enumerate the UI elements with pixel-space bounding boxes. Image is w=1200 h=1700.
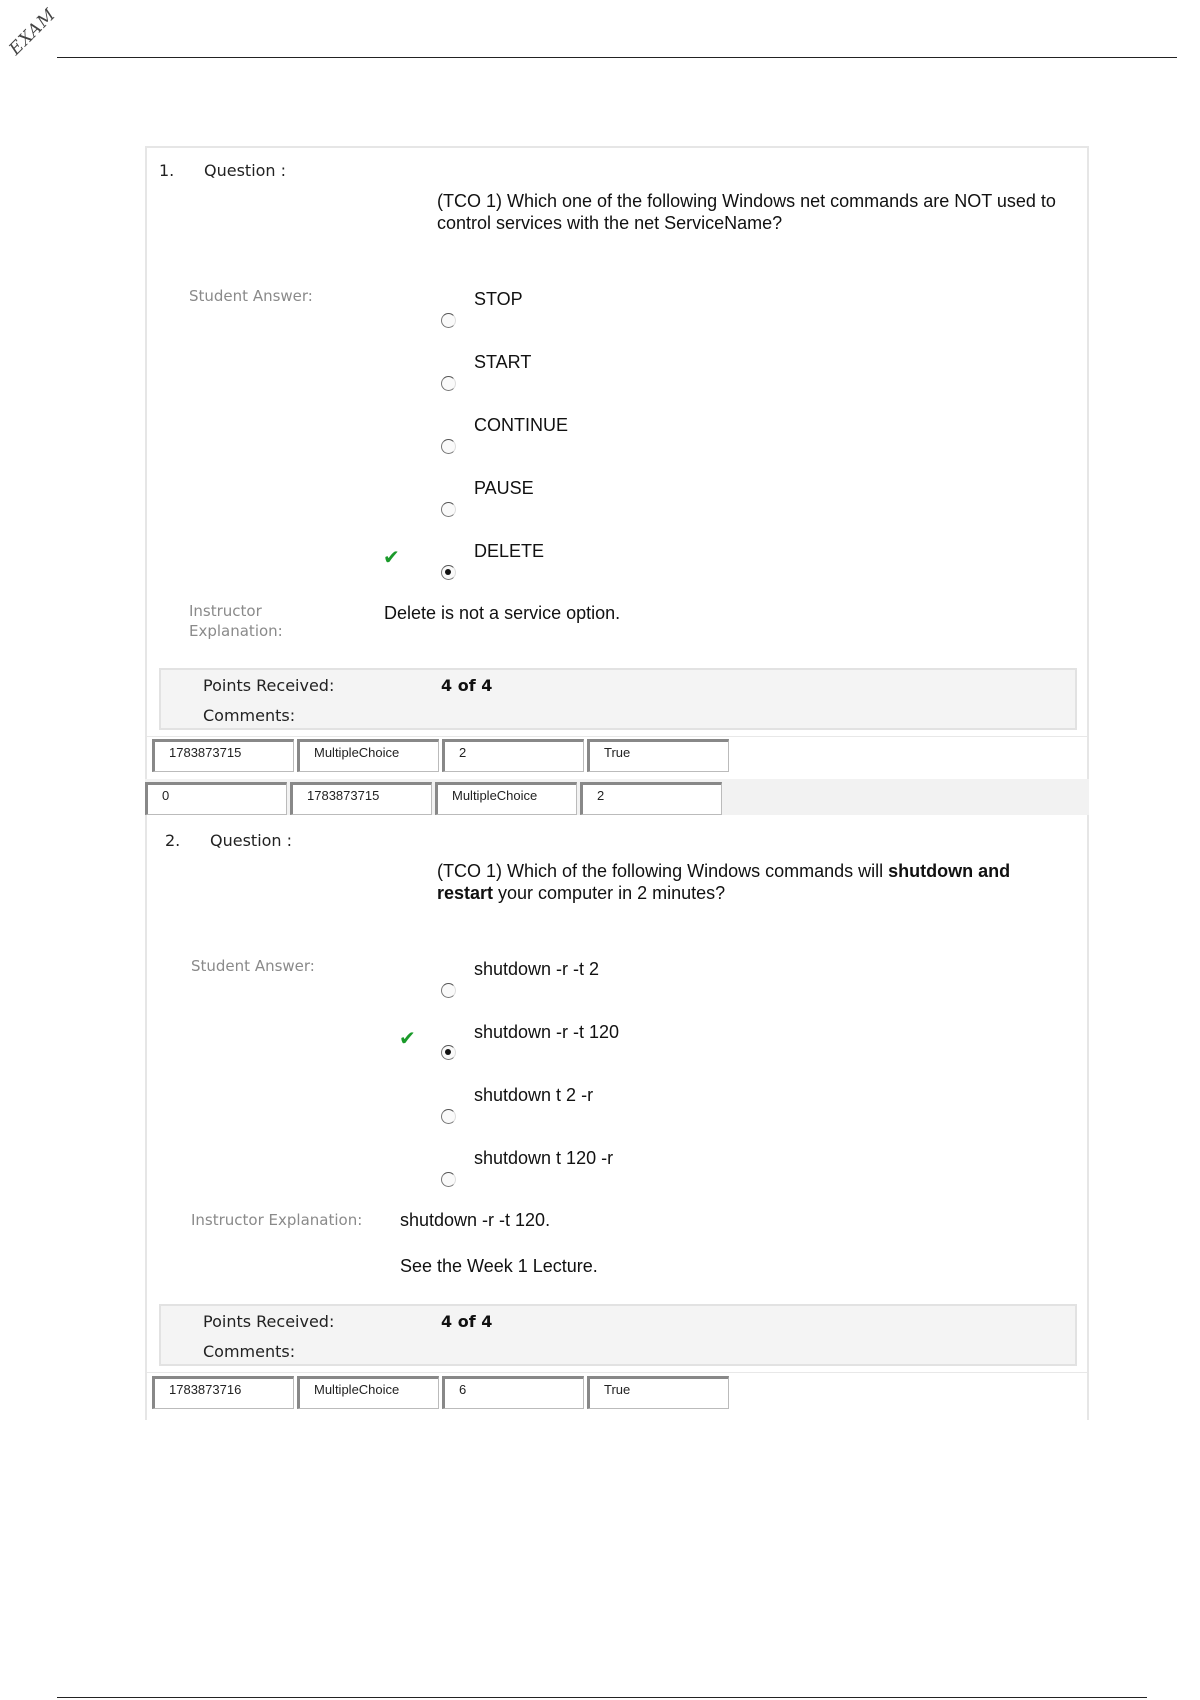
option-shutdown-t-120-r: shutdown t 120 -r — [474, 1148, 614, 1168]
points-box — [159, 668, 1077, 730]
radio-continue[interactable] — [441, 439, 456, 454]
instructor-explanation-label: Instructor Explanation: — [191, 1211, 363, 1229]
separator-id-field[interactable]: 1783873715 — [290, 782, 432, 815]
question-text-part1: (TCO 1) Which of the following Windows commands will — [437, 861, 889, 881]
question-text-part2: your computer in 2 minutes? — [493, 883, 726, 903]
question-id-field[interactable]: 1783873716 — [152, 1376, 294, 1409]
option-shutdown-r-t-2: shutdown -r -t 2 — [474, 959, 600, 979]
radio-delete[interactable] — [441, 565, 456, 580]
option-delete: DELETE — [474, 541, 545, 561]
question-number: 2. — [165, 831, 181, 850]
option-start: START — [474, 352, 532, 372]
question-flag-field[interactable]: True — [587, 1376, 729, 1409]
radio-shutdown-r-t-2[interactable] — [441, 983, 456, 998]
radio-stop[interactable] — [441, 313, 456, 328]
instructor-explanation-label — [189, 601, 283, 641]
student-answer-label: Student Answer: — [191, 957, 315, 975]
exam-panel — [145, 146, 1089, 1420]
points-box — [159, 1304, 1077, 1366]
question-type-field[interactable]: MultipleChoice — [297, 739, 439, 772]
question-label: Question : — [204, 161, 287, 180]
option-stop: STOP — [474, 289, 523, 309]
radio-shutdown-t-120-r[interactable] — [441, 1172, 456, 1187]
option-shutdown-r-t-120: shutdown -r -t 120 — [474, 1022, 620, 1042]
radio-shutdown-r-t-120[interactable] — [441, 1045, 456, 1060]
question-points-field[interactable]: 6 — [442, 1376, 584, 1409]
separator-points-field[interactable]: 2 — [580, 782, 722, 815]
correct-check-icon: ✔ — [383, 545, 400, 569]
points-received-label: Points Received: — [203, 1312, 335, 1331]
option-pause: PAUSE — [474, 478, 534, 498]
instructor-explanation: shutdown -r -t 120. — [400, 1210, 551, 1230]
radio-shutdown-t-2-r[interactable] — [441, 1109, 456, 1124]
question-text: (TCO 1) Which one of the following Windows net commands are NOT used to control services with the net ServiceName? — [437, 191, 1056, 233]
points-received-value: 4 of 4 — [441, 1312, 493, 1331]
question-label: Question : — [210, 831, 293, 850]
separator-type-field[interactable]: MultipleChoice — [435, 782, 577, 815]
option-continue: CONTINUE — [474, 415, 568, 435]
question-text-bold: shutdown and restart — [437, 861, 1011, 903]
radio-start[interactable] — [441, 376, 456, 391]
separator-fields-row — [145, 779, 1089, 815]
question-number: 1. — [159, 161, 175, 180]
top-rule — [57, 57, 1177, 58]
exam-watermark: EXAM — [5, 4, 61, 60]
bottom-rule — [57, 1697, 1147, 1698]
option-shutdown-t-2-r: shutdown t 2 -r — [474, 1085, 594, 1105]
instructor-explanation: Delete is not a service option. — [384, 603, 621, 623]
question-type-field[interactable]: MultipleChoice — [297, 1376, 439, 1409]
instructor-explanation-extra: See the Week 1 Lecture. — [400, 1256, 598, 1276]
points-received-value: 4 of 4 — [441, 676, 493, 695]
comments-label: Comments: — [203, 1342, 296, 1361]
correct-check-icon: ✔ — [399, 1026, 416, 1050]
radio-pause[interactable] — [441, 502, 456, 517]
question-text — [437, 860, 1067, 904]
question-fields-row — [152, 1373, 1092, 1409]
student-answer-label: Student Answer: — [189, 287, 313, 305]
question-id-field[interactable]: 1783873715 — [152, 739, 294, 772]
question-points-field[interactable]: 2 — [442, 739, 584, 772]
points-received-label: Points Received: — [203, 676, 335, 695]
question-flag-field[interactable]: True — [587, 739, 729, 772]
question-fields-row — [152, 736, 1092, 772]
separator-index-field[interactable]: 0 — [145, 782, 287, 815]
explanation-label-line1: Instructor — [189, 602, 262, 620]
explanation-label-line2: Explanation: — [189, 622, 283, 640]
comments-label: Comments: — [203, 706, 296, 725]
